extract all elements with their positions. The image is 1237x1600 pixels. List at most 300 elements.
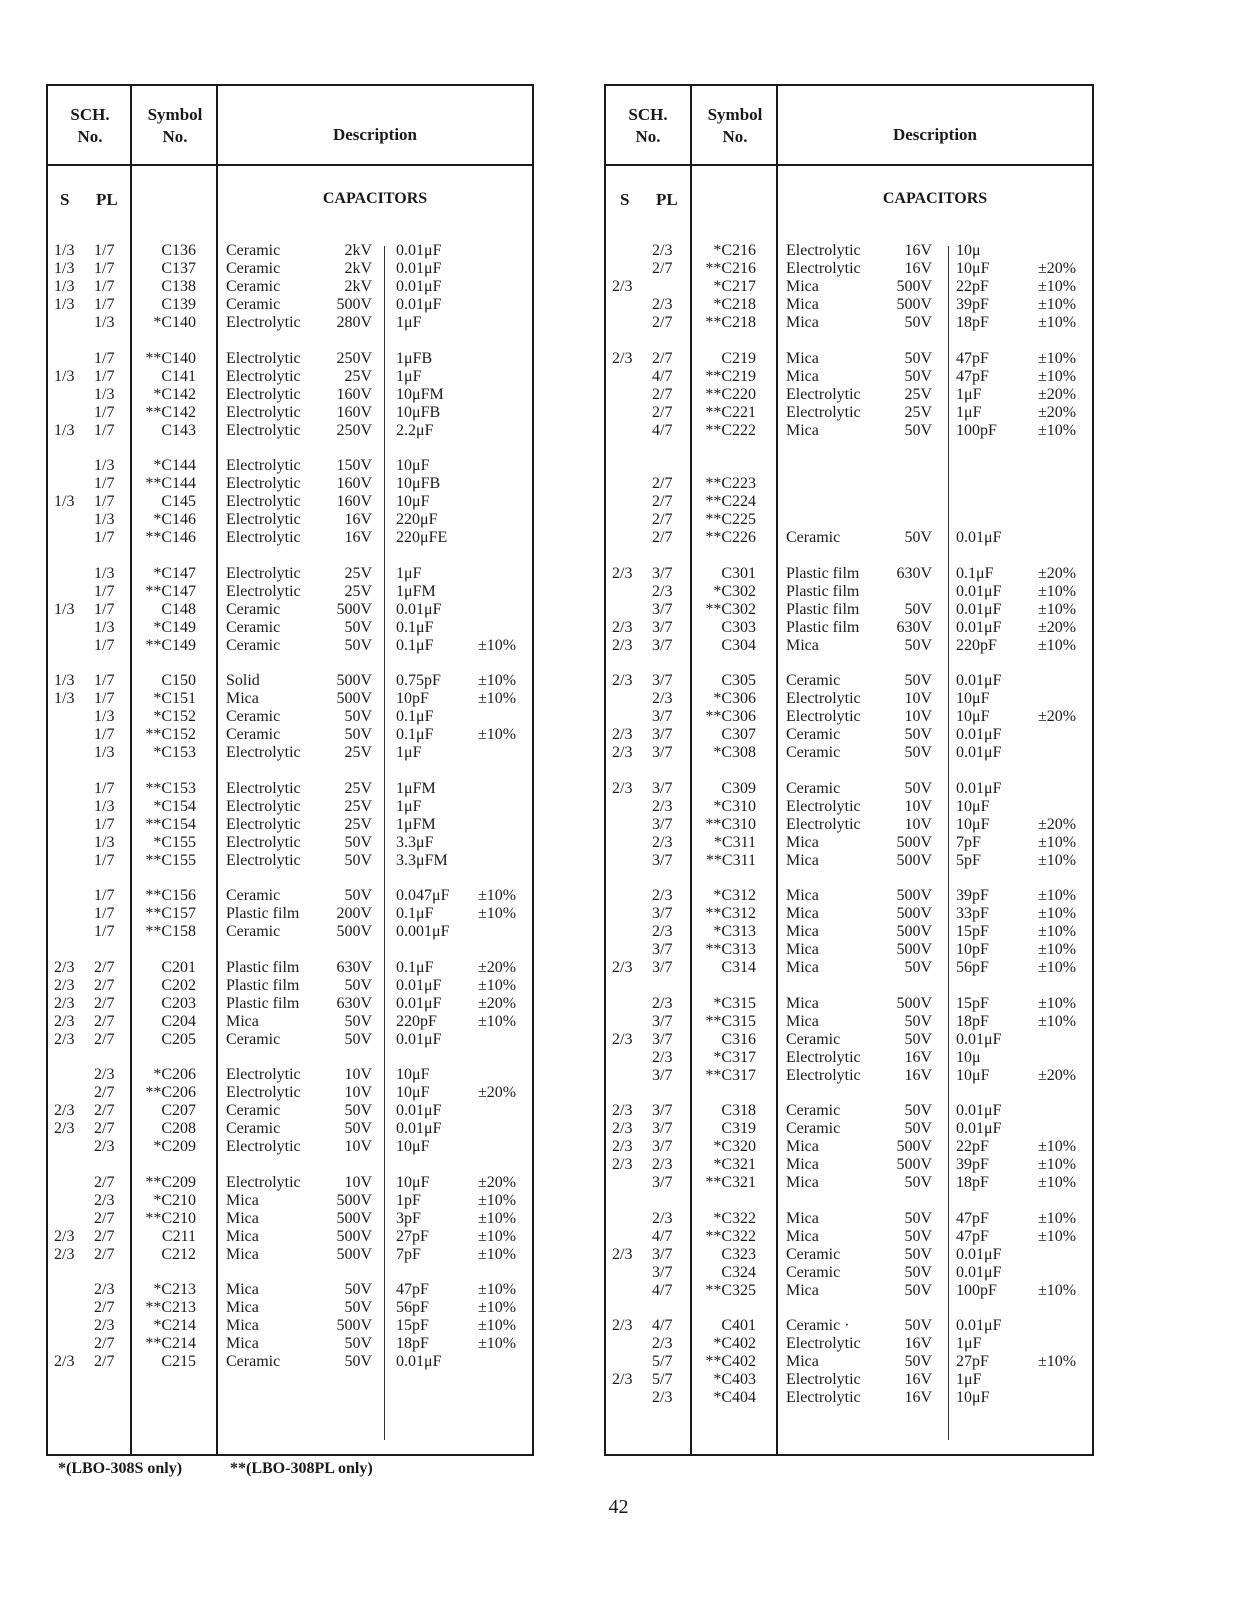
symbol-no: **C315	[705, 1012, 756, 1030]
symbol-no: C143	[161, 421, 196, 439]
part-type: Plastic film	[226, 994, 300, 1012]
part-row	[48, 601, 532, 619]
sch-pl: 3/7	[652, 600, 673, 618]
symbol-no: **C155	[145, 851, 196, 869]
sch-pl: 2/7	[652, 475, 673, 492]
part-row	[48, 457, 532, 475]
sch-pl: 2/3	[652, 887, 673, 904]
sch-pl: 2/7	[652, 403, 673, 421]
symbol-no: C211	[161, 1227, 196, 1245]
part-row	[48, 242, 532, 260]
tolerance: ±10%	[1038, 994, 1077, 1012]
voltage-rating: 500V	[896, 941, 932, 958]
sch-no-header: SCH. No.	[70, 105, 110, 146]
sch-pl: 1/7	[94, 421, 115, 439]
tolerance: ±10%	[478, 1317, 517, 1334]
tolerance: ±10%	[1038, 314, 1077, 331]
tolerance: ±10%	[478, 1335, 517, 1352]
symbol-no: C316	[721, 1030, 756, 1048]
part-row	[606, 242, 1092, 260]
part-type: Ceramic	[786, 1120, 841, 1137]
tolerance: ±10%	[1038, 1209, 1077, 1227]
part-type: Ceramic	[226, 600, 281, 618]
part-row	[606, 887, 1092, 905]
symbol-no: **C311	[705, 851, 756, 869]
capacitance-value: 10μF	[956, 708, 990, 725]
part-type: Mica	[226, 1191, 259, 1209]
voltage-rating: 630V	[896, 618, 932, 636]
sch-s: 2/3	[612, 349, 633, 367]
symbol-no: *C146	[153, 511, 196, 528]
tolerance: ±10%	[478, 690, 517, 707]
symbol-no: *C217	[713, 278, 756, 295]
sch-s: 2/3	[54, 1353, 75, 1370]
parts-groups	[606, 242, 1092, 1425]
symbol-no: **C209	[145, 1173, 196, 1191]
sch-pl: 1/3	[94, 314, 115, 331]
symbol-no: **C221	[705, 403, 756, 421]
part-row	[606, 798, 1092, 816]
voltage-rating: 500V	[896, 994, 932, 1012]
sch-pl: 1/7	[94, 726, 115, 743]
voltage-rating: 50V	[904, 1174, 932, 1191]
part-row	[606, 780, 1092, 798]
symbol-no: C305	[721, 672, 756, 689]
sch-s: 1/3	[54, 296, 75, 313]
part-row	[48, 619, 532, 637]
part-row	[48, 350, 532, 368]
part-row	[606, 1228, 1092, 1246]
symbol-no: **C149	[145, 636, 196, 654]
capacitance-value: 0.01μF	[956, 672, 1002, 689]
sch-pl: 3/7	[652, 1030, 673, 1048]
part-type: Ceramic	[226, 923, 281, 940]
voltage-rating: 500V	[896, 905, 932, 922]
part-type: Electrolytic	[226, 1138, 301, 1155]
part-type: Electrolytic	[786, 1389, 861, 1406]
sch-pl: 2/7	[94, 1012, 115, 1030]
capacitance-value: 10μFM	[396, 385, 444, 403]
symbol-no: **C156	[145, 887, 196, 904]
tolerance: ±10%	[478, 726, 517, 743]
voltage-rating: 50V	[344, 1281, 372, 1298]
capacitance-value: 39pF	[956, 1156, 989, 1173]
symbol-no: **C313	[705, 941, 756, 958]
sch-pl: 1/3	[94, 797, 115, 815]
part-row	[48, 1353, 532, 1371]
sch-s: 2/3	[612, 1245, 633, 1263]
sch-s: 1/3	[54, 242, 75, 259]
capacitance-value: 15pF	[956, 994, 989, 1012]
sch-pl: 1/7	[94, 779, 115, 797]
tolerance: ±20%	[1038, 403, 1077, 421]
sch-pl: 2/7	[652, 314, 673, 331]
capacitance-value: 1μF	[396, 367, 422, 385]
sch-s: 2/3	[54, 1245, 75, 1263]
part-row	[606, 368, 1092, 386]
symbol-no: **C157	[145, 905, 196, 922]
sch-pl: 4/7	[652, 421, 673, 439]
part-type: Ceramic	[226, 887, 281, 904]
symbol-no: C212	[161, 1245, 196, 1263]
capacitance-value: 56pF	[396, 1299, 429, 1316]
symbol-no: **C223	[705, 475, 756, 492]
part-type: Plastic film	[226, 958, 300, 976]
capacitance-value: 27pF	[396, 1227, 429, 1245]
capacitance-value: 3.3μFM	[396, 851, 448, 869]
tolerance: ±10%	[478, 1012, 517, 1030]
part-row	[606, 422, 1092, 440]
capacitance-value: 22pF	[956, 278, 989, 295]
sch-pl: 2/3	[94, 1317, 115, 1334]
symbol-no: **C317	[705, 1066, 756, 1084]
symbol-no: C219	[721, 349, 756, 367]
voltage-rating: 50V	[904, 959, 932, 976]
capacitance-value: 5pF	[956, 851, 981, 869]
part-type: Mica	[786, 941, 819, 958]
sch-pl: 1/3	[94, 511, 115, 528]
part-group	[606, 350, 1092, 440]
sch-no-header: SCH. No.	[628, 105, 668, 146]
tolerance: ±20%	[1038, 708, 1077, 725]
part-group	[48, 780, 532, 870]
part-row	[606, 1049, 1092, 1067]
part-row	[606, 995, 1092, 1013]
symbol-no: *C149	[153, 618, 196, 636]
part-row	[48, 583, 532, 601]
sch-pl: 3/7	[652, 1102, 673, 1119]
sch-pl: 1/3	[94, 708, 115, 725]
part-type: Electrolytic	[786, 242, 861, 259]
sch-pl: 1/7	[94, 403, 115, 421]
capacitance-value: 27pF	[956, 1353, 989, 1370]
sch-s: 2/3	[612, 1102, 633, 1119]
symbol-no-header: Symbol No.	[147, 105, 203, 146]
symbol-no: C323	[721, 1245, 756, 1263]
header-divider	[606, 164, 1092, 166]
part-group	[606, 780, 1092, 870]
sch-pl: 2/3	[652, 242, 673, 259]
sch-s: 2/3	[612, 1030, 633, 1048]
part-row	[48, 296, 532, 314]
symbol-no: C215	[161, 1353, 196, 1370]
part-row	[48, 493, 532, 511]
voltage-rating: 25V	[344, 367, 372, 385]
part-group	[606, 887, 1092, 977]
left-parts-table	[46, 84, 534, 1456]
section-title: CAPACITORS	[882, 190, 988, 207]
part-type: Mica	[226, 1299, 259, 1316]
capacitance-value: 1μFB	[396, 349, 433, 367]
sch-pl: 2/7	[652, 511, 673, 528]
sch-pl: 3/7	[652, 564, 673, 582]
capacitance-value: 33pF	[956, 905, 989, 922]
sch-pl: 3/7	[652, 636, 673, 654]
tolerance: ±10%	[1038, 1353, 1077, 1370]
part-type: Ceramic ·	[786, 1317, 850, 1334]
part-type: Electrolytic	[226, 779, 301, 797]
sch-s: 2/3	[612, 779, 633, 797]
symbol-no: **C153	[145, 779, 196, 797]
voltage-rating: 50V	[904, 726, 932, 743]
part-type: Mica	[786, 296, 819, 313]
voltage-rating: 50V	[344, 618, 372, 636]
part-type: Electrolytic	[226, 457, 301, 474]
symbol-no: **C321	[705, 1174, 756, 1191]
voltage-rating: 500V	[336, 1191, 372, 1209]
sch-pl: 2/7	[94, 976, 115, 994]
voltage-rating: 160V	[336, 475, 372, 492]
capacitance-value: 1pF	[396, 1191, 421, 1209]
voltage-rating: 50V	[904, 1209, 932, 1227]
part-type: Electrolytic	[226, 367, 301, 385]
footnote-lbo-308s: *(LBO-308S only)	[58, 1460, 183, 1477]
symbol-no: **C152	[145, 726, 196, 743]
capacitance-value: 7pF	[956, 833, 981, 851]
symbol-no: *C214	[153, 1317, 196, 1334]
symbol-no: **C216	[705, 260, 756, 277]
part-group	[606, 242, 1092, 332]
part-type: Mica	[226, 1245, 259, 1263]
tolerance: ±20%	[1038, 564, 1077, 582]
voltage-rating: 50V	[904, 1120, 932, 1137]
voltage-rating: 16V	[904, 1066, 932, 1084]
sch-pl: 2/3	[652, 994, 673, 1012]
tolerance: ±20%	[1038, 815, 1077, 833]
tolerance: ±10%	[1038, 582, 1077, 600]
sch-s: 2/3	[54, 958, 75, 976]
capacitance-value: 0.1μF	[396, 708, 434, 725]
capacitance-value: 10μF	[396, 1138, 430, 1155]
capacitance-value: 1μF	[956, 403, 982, 421]
part-row	[48, 1102, 532, 1120]
symbol-no: *C144	[153, 457, 196, 474]
sch-pl: 1/3	[94, 618, 115, 636]
part-row	[48, 475, 532, 493]
voltage-rating: 50V	[344, 851, 372, 869]
symbol-no: C319	[721, 1120, 756, 1137]
capacitance-value: 0.01μF	[956, 1030, 1002, 1048]
symbol-no: *C310	[713, 797, 756, 815]
voltage-rating: 10V	[904, 815, 932, 833]
symbol-no: **C222	[705, 421, 756, 439]
part-row	[606, 834, 1092, 852]
part-type: Mica	[226, 1317, 259, 1334]
symbol-no: C309	[721, 779, 756, 797]
voltage-rating: 10V	[344, 1066, 372, 1083]
capacitance-value: 15pF	[396, 1317, 429, 1334]
sch-pl: 2/7	[94, 1299, 115, 1316]
part-group	[606, 565, 1092, 655]
voltage-rating: 50V	[904, 600, 932, 618]
voltage-rating: 50V	[344, 1102, 372, 1119]
voltage-rating: 25V	[344, 815, 372, 833]
part-group	[48, 565, 532, 655]
part-row	[606, 1031, 1092, 1049]
sch-s: 1/3	[54, 421, 75, 439]
voltage-rating: 10V	[904, 797, 932, 815]
tolerance: ±10%	[1038, 1156, 1077, 1173]
symbol-no: C307	[721, 726, 756, 743]
symbol-no: *C206	[153, 1066, 196, 1083]
voltage-rating: 500V	[896, 887, 932, 904]
capacitance-value: 0.01μF	[956, 618, 1002, 636]
part-type: Electrolytic	[226, 493, 301, 510]
voltage-rating: 16V	[344, 529, 372, 546]
sch-pl: 2/3	[652, 1048, 673, 1066]
capacitance-value: 220pF	[396, 1012, 437, 1030]
sch-pl: 1/3	[94, 564, 115, 582]
sch-pl: 2/3	[652, 690, 673, 707]
capacitance-value: 10μ	[956, 242, 981, 259]
symbol-no: *C322	[713, 1209, 756, 1227]
part-row	[606, 1174, 1092, 1192]
voltage-rating: 50V	[344, 1030, 372, 1048]
symbol-no: **C224	[705, 493, 756, 510]
voltage-rating: 50V	[904, 636, 932, 654]
part-type: Ceramic	[226, 1120, 281, 1137]
symbol-no: C139	[161, 296, 196, 313]
part-type: Electrolytic	[226, 529, 301, 546]
capacitance-value: 220μFE	[396, 529, 448, 546]
tolerance: ±20%	[478, 1173, 517, 1191]
part-row	[606, 905, 1092, 923]
symbol-no: *C312	[713, 887, 756, 904]
sch-s: 2/3	[612, 1138, 633, 1155]
part-type: Mica	[226, 1209, 259, 1227]
part-type: Ceramic	[226, 296, 281, 313]
capacitance-value: 10pF	[956, 941, 989, 958]
voltage-rating: 25V	[344, 797, 372, 815]
part-type: Plastic film	[786, 582, 860, 600]
symbol-no: **C158	[145, 923, 196, 940]
voltage-rating: 500V	[336, 1227, 372, 1245]
voltage-rating: 50V	[904, 367, 932, 385]
part-type: Electrolytic	[226, 403, 301, 421]
part-row	[48, 404, 532, 422]
part-type: Ceramic	[226, 1030, 281, 1048]
symbol-no: **C218	[705, 314, 756, 331]
capacitance-value: 1μF	[956, 1371, 982, 1388]
voltage-rating: 250V	[336, 349, 372, 367]
sch-pl: 3/7	[652, 1138, 673, 1155]
capacitance-value: 10μ	[956, 1048, 981, 1066]
part-group	[606, 1102, 1092, 1192]
symbol-no: C137	[161, 260, 196, 277]
capacitance-value: 100pF	[956, 421, 997, 439]
symbol-no: C207	[161, 1102, 196, 1119]
voltage-rating: 16V	[904, 242, 932, 259]
part-type: Mica	[786, 367, 819, 385]
capacitance-value: 0.01μF	[956, 1102, 1002, 1119]
part-row	[606, 565, 1092, 583]
part-row	[606, 457, 1092, 475]
voltage-rating: 630V	[896, 564, 932, 582]
symbol-no: C202	[161, 976, 196, 994]
part-type: Ceramic	[226, 242, 281, 259]
capacitance-value: 39pF	[956, 887, 989, 904]
capacitance-value: 10μF	[396, 493, 430, 510]
voltage-rating: 500V	[896, 278, 932, 295]
sch-pl: 3/7	[652, 779, 673, 797]
part-row	[606, 296, 1092, 314]
tolerance: ±10%	[1038, 1174, 1077, 1191]
tolerance: ±10%	[1038, 851, 1077, 869]
part-type: Mica	[786, 833, 819, 851]
part-row	[606, 672, 1092, 690]
part-type: Electrolytic	[226, 511, 301, 528]
symbol-no: **C154	[145, 815, 196, 833]
capacitance-value: 18pF	[956, 314, 989, 331]
capacitance-value: 3pF	[396, 1209, 421, 1227]
part-type: Electrolytic	[786, 403, 861, 421]
symbol-no: **C312	[705, 905, 756, 922]
capacitance-value: 10μF	[956, 1066, 990, 1084]
sch-pl: 4/7	[652, 1281, 673, 1299]
voltage-rating: 16V	[904, 260, 932, 277]
sch-s: 2/3	[54, 994, 75, 1012]
part-row	[48, 1246, 532, 1264]
sch-pl: 1/7	[94, 923, 115, 940]
part-group	[606, 1210, 1092, 1300]
tolerance: ±20%	[1038, 1066, 1077, 1084]
sch-pl: 1/7	[94, 672, 115, 689]
part-type: Electrolytic	[226, 851, 301, 869]
sch-pl: 2/3	[652, 923, 673, 940]
sch-pl: 2/7	[94, 1209, 115, 1227]
capacitance-value: 10μF	[956, 260, 990, 277]
symbol-no: *C302	[713, 582, 756, 600]
symbol-no-header: Symbol No.	[707, 105, 763, 146]
sch-pl: 2/7	[94, 1102, 115, 1119]
sch-pl: 1/7	[94, 296, 115, 313]
capacitance-value: 0.01μF	[956, 600, 1002, 618]
part-type: Mica	[786, 1353, 819, 1370]
symbol-no: **C140	[145, 349, 196, 367]
sch-pl: 3/7	[652, 1066, 673, 1084]
capacitance-value: 18pF	[396, 1335, 429, 1352]
capacitance-value: 1μFM	[396, 582, 436, 600]
capacitance-value: 0.01μF	[956, 582, 1002, 600]
sch-pl: 2/7	[94, 1120, 115, 1137]
sch-pl: 3/7	[652, 708, 673, 725]
part-group	[48, 959, 532, 1049]
part-row	[48, 852, 532, 870]
part-type: Ceramic	[226, 618, 281, 636]
capacitance-value: 0.1μF	[396, 958, 434, 976]
part-row	[48, 995, 532, 1013]
sch-pl: 2/3	[652, 1335, 673, 1352]
part-row	[48, 959, 532, 977]
symbol-no: C204	[161, 1012, 196, 1030]
capacitance-value: 47pF	[956, 367, 989, 385]
capacitance-value: 7pF	[396, 1245, 421, 1263]
voltage-rating: 50V	[904, 1245, 932, 1263]
symbol-no: **C302	[705, 600, 756, 618]
voltage-rating: 500V	[336, 1245, 372, 1263]
symbol-no: C141	[161, 367, 196, 385]
voltage-rating: 500V	[336, 672, 372, 689]
part-type: Electrolytic	[786, 385, 861, 403]
sch-pl: 2/7	[94, 994, 115, 1012]
tolerance: ±10%	[478, 1245, 517, 1263]
part-row	[606, 708, 1092, 726]
part-row	[606, 1317, 1092, 1335]
capacitance-value: 1μF	[396, 797, 422, 815]
part-type: Ceramic	[226, 636, 281, 654]
pl-subheader: PL	[656, 190, 678, 209]
sch-s: 2/3	[612, 744, 633, 761]
